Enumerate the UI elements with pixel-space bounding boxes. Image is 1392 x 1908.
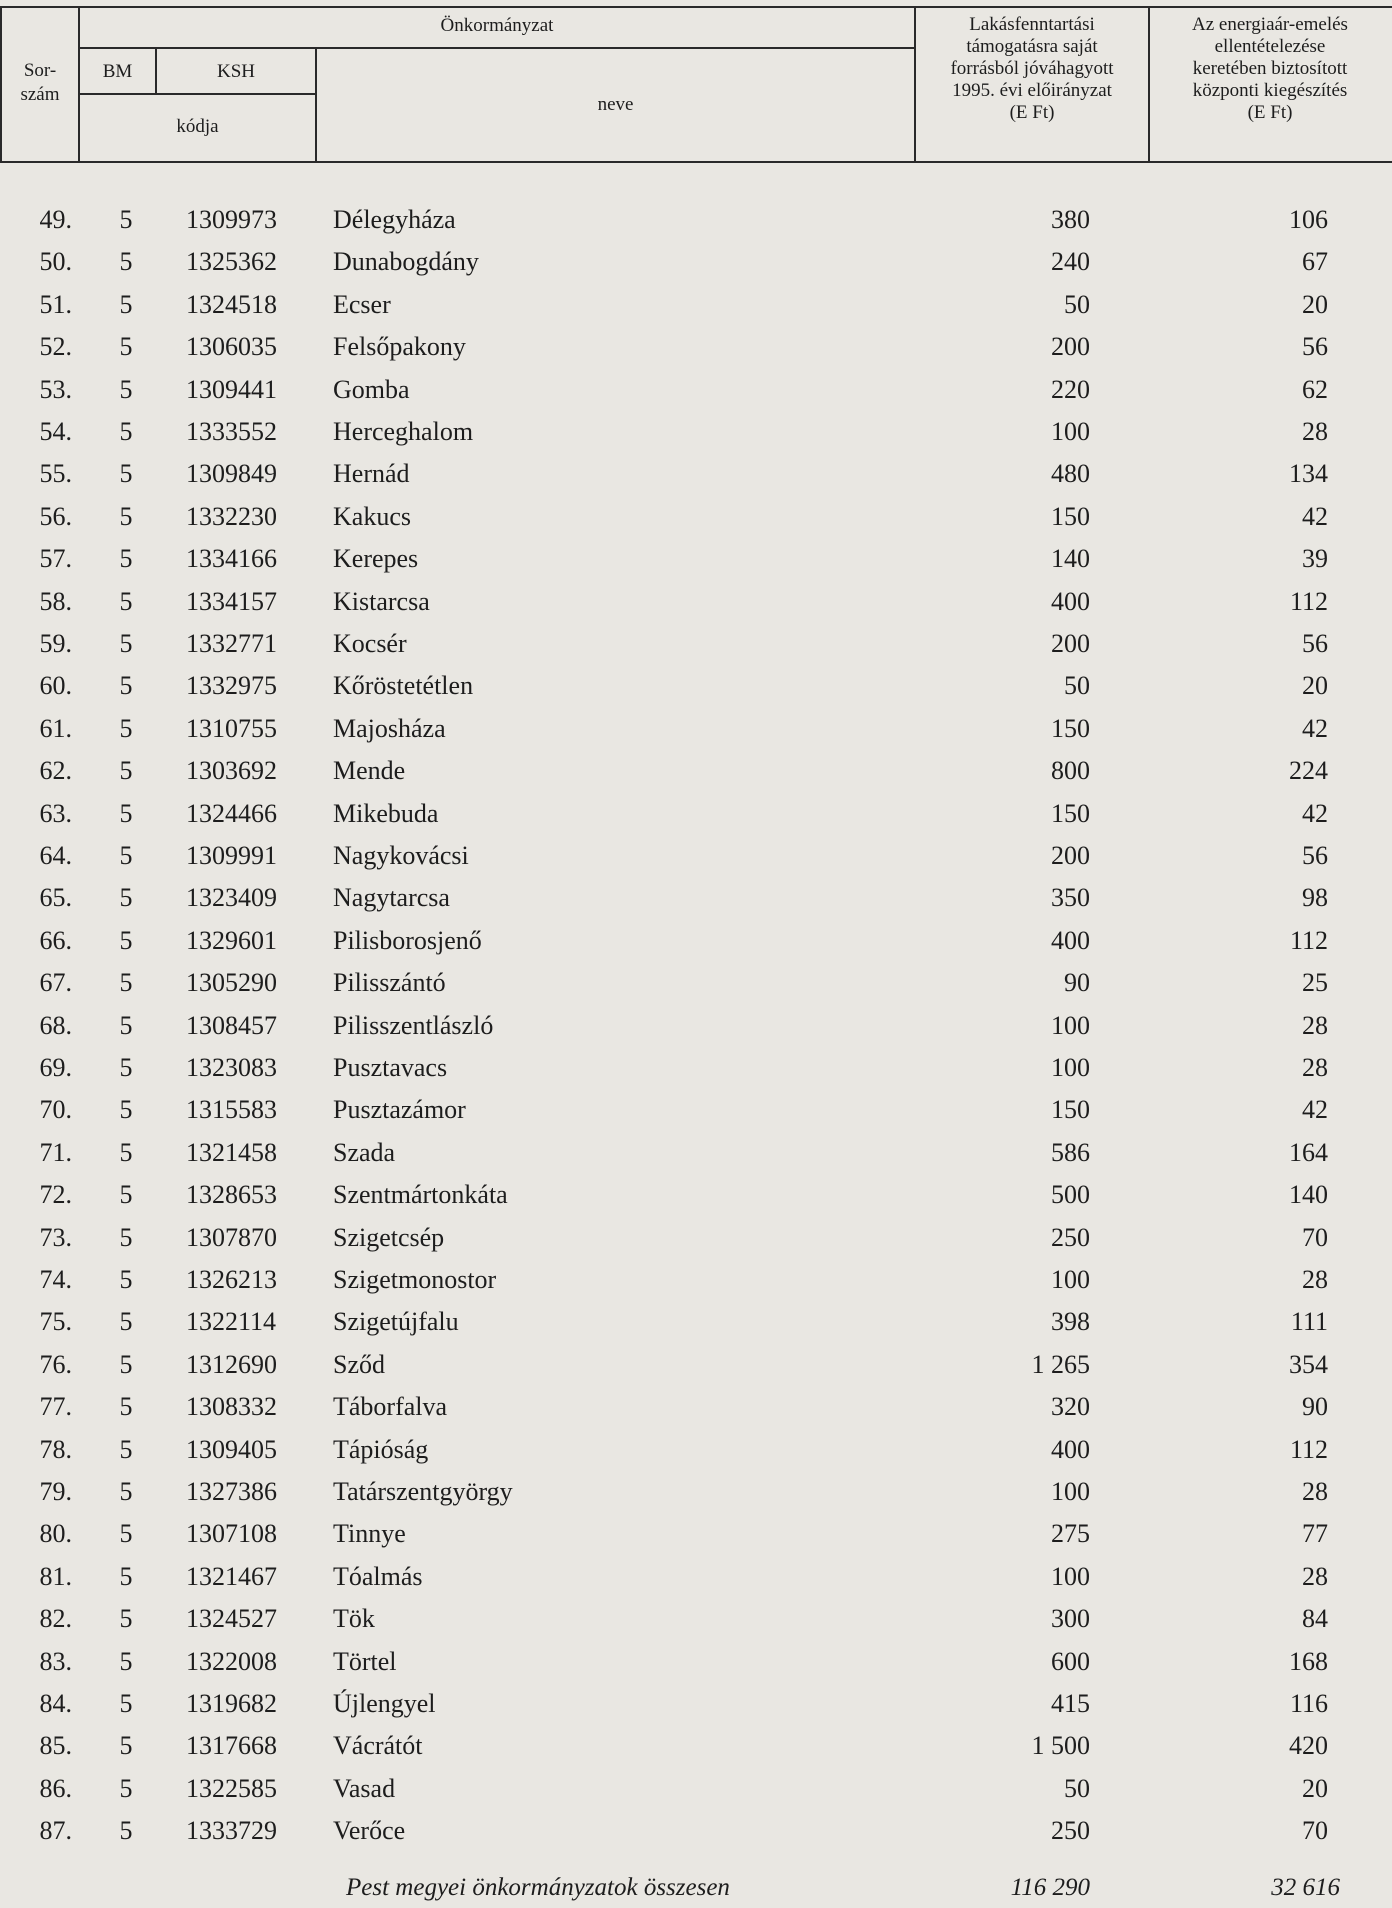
row-lakasfenntartasi-value: 50 [1064,1773,1090,1803]
row-energia-value: 111 [1290,1307,1328,1337]
row-lakasfenntartasi-value: 1 500 [1031,1731,1090,1761]
table-row [0,241,1392,283]
row-sorszam: 74. [39,1265,72,1294]
row-sorszam: 67. [39,968,72,998]
row-ksh-code: 1309973 [186,205,277,234]
row-municipality-name: Dunabogdány [333,247,479,277]
row-ksh-code: 1312690 [186,1349,277,1379]
table-row [0,369,1392,411]
row-lakasfenntartasi-value: 250 [1051,1816,1090,1846]
row-ksh-code: 1325362 [186,247,277,277]
row-bm-code: 5 [119,205,133,234]
table-row [0,1301,1392,1343]
row-energia-value: 28 [1302,1053,1328,1082]
row-energia-value: 56 [1302,332,1328,362]
row-energia-value: 42 [1302,713,1328,743]
row-sorszam: 49. [39,205,72,234]
row-energia-value: 98 [1302,883,1328,913]
header-sorszam-2: szám [20,84,60,105]
table-row [0,750,1392,792]
row-municipality-name: Újlengyel [333,1689,436,1718]
row-lakasfenntartasi-value: 320 [1051,1392,1090,1422]
row-municipality-name: Pusztavacs [333,1053,448,1082]
row-lakasfenntartasi-value: 350 [1051,883,1090,913]
row-bm-code: 5 [119,1307,133,1337]
row-ksh-code: 1322114 [186,1307,277,1337]
row-energia-value: 70 [1302,1816,1328,1846]
row-bm-code: 5 [119,883,133,913]
row-municipality-name: Mikebuda [333,798,439,828]
row-ksh-code: 1309991 [186,841,277,870]
header-lakas-3: forrásból jóváhagyott [950,58,1114,79]
total-label: Pest megyei önkormányzatok összesen [346,1874,730,1901]
row-energia-value: 106 [1289,205,1328,234]
row-lakasfenntartasi-value: 100 [1051,1053,1090,1082]
row-lakasfenntartasi-value: 1 265 [1031,1349,1090,1379]
row-energia-value: 134 [1289,459,1328,489]
table-row [0,1259,1392,1301]
row-municipality-name: Ecser [333,289,391,319]
table-row [0,1556,1392,1598]
row-bm-code: 5 [119,713,133,743]
row-ksh-code: 1324518 [186,289,277,319]
row-energia-value: 28 [1302,1561,1328,1591]
row-bm-code: 5 [119,1604,133,1634]
row-municipality-name: Pusztazámor [333,1095,466,1125]
row-municipality-name: Tinnye [333,1519,406,1549]
row-municipality-name: Herceghalom [333,417,474,446]
table-row [0,835,1392,877]
row-energia-value: 20 [1302,1773,1328,1803]
row-energia-value: 116 [1289,1689,1328,1718]
row-bm-code: 5 [119,1773,133,1803]
row-ksh-code: 1307108 [186,1519,277,1549]
row-municipality-name: Vasad [333,1773,396,1803]
row-ksh-code: 1309849 [186,459,277,489]
row-ksh-code: 1334157 [186,586,277,616]
row-lakasfenntartasi-value: 240 [1051,247,1090,277]
row-lakasfenntartasi-value: 275 [1051,1519,1090,1549]
row-bm-code: 5 [119,1095,133,1125]
row-lakasfenntartasi-value: 400 [1051,586,1090,616]
row-municipality-name: Délegyháza [333,205,456,234]
row-lakasfenntartasi-value: 150 [1051,798,1090,828]
row-bm-code: 5 [119,332,133,362]
row-lakasfenntartasi-value: 250 [1051,1222,1090,1252]
row-ksh-code: 1324466 [186,798,277,828]
row-lakasfenntartasi-value: 586 [1051,1137,1090,1167]
row-bm-code: 5 [119,289,133,319]
table-row [0,453,1392,495]
row-sorszam: 72. [39,1180,72,1210]
row-municipality-name: Gomba [333,374,410,404]
row-municipality-name: Pilisszántó [333,968,446,998]
table-row [0,708,1392,750]
row-sorszam: 83. [39,1646,72,1676]
header-bottom-border [0,161,1392,163]
row-sorszam: 63. [39,798,72,828]
row-lakasfenntartasi-value: 90 [1064,968,1090,998]
row-sorszam: 84. [39,1689,72,1718]
row-bm-code: 5 [119,459,133,489]
row-ksh-code: 1315583 [186,1095,277,1125]
row-ksh-code: 1327386 [186,1477,277,1506]
row-municipality-name: Vácrátót [333,1731,423,1761]
row-lakasfenntartasi-value: 200 [1051,332,1090,362]
header-energia-4: központi kiegészítés [1192,80,1348,101]
table-row [0,877,1392,919]
row-ksh-code: 1326213 [186,1265,277,1294]
total-row [0,1868,1392,1908]
table-row [0,1641,1392,1683]
row-lakasfenntartasi-value: 150 [1051,501,1090,531]
table-row [0,793,1392,835]
row-bm-code: 5 [119,925,133,955]
table-row [0,1217,1392,1259]
header-energia-3: keretében biztosított [1192,58,1348,79]
row-municipality-name: Tápióság [333,1434,429,1464]
row-energia-value: 67 [1302,247,1328,277]
row-municipality-name: Kerepes [333,544,419,574]
row-municipality-name: Kőröstetétlen [333,671,474,701]
row-energia-value: 42 [1302,501,1328,531]
row-ksh-code: 1333552 [186,417,277,446]
row-energia-value: 168 [1289,1646,1328,1676]
row-lakasfenntartasi-value: 398 [1051,1307,1090,1337]
row-municipality-name: Pilisszentlászló [333,1010,494,1040]
row-sorszam: 54. [39,417,72,446]
row-energia-value: 20 [1302,671,1328,701]
row-bm-code: 5 [119,1053,133,1082]
row-ksh-code: 1310755 [186,713,277,743]
row-sorszam: 58. [39,586,72,616]
table-row [0,1810,1392,1852]
row-energia-value: 42 [1302,1095,1328,1125]
row-bm-code: 5 [119,417,133,446]
table-row [0,496,1392,538]
row-ksh-code: 1322585 [186,1773,277,1803]
table-row [0,1047,1392,1089]
row-bm-code: 5 [119,1646,133,1676]
table-row [0,581,1392,623]
row-energia-value: 112 [1289,925,1328,955]
row-municipality-name: Majosháza [333,713,446,743]
row-ksh-code: 1329601 [186,925,277,955]
header-lakas-4: 1995. évi előirányzat [952,80,1112,101]
row-sorszam: 53. [39,374,72,404]
row-sorszam: 65. [39,883,72,913]
row-sorszam: 56. [39,501,72,531]
row-municipality-name: Kakucs [333,501,411,531]
header-lakas-5: (E Ft) [1009,102,1055,123]
row-energia-value: 164 [1289,1137,1328,1167]
row-ksh-code: 1309441 [186,374,277,404]
row-bm-code: 5 [119,374,133,404]
row-energia-value: 39 [1302,544,1328,574]
row-bm-code: 5 [119,1392,133,1422]
table-header [0,6,1392,163]
table-row [0,1683,1392,1725]
row-municipality-name: Szada [333,1137,396,1167]
row-ksh-code: 1323409 [186,883,277,913]
row-bm-code: 5 [119,1731,133,1761]
row-energia-value: 56 [1302,841,1328,870]
row-municipality-name: Tóalmás [333,1561,423,1591]
row-energia-value: 77 [1302,1519,1328,1549]
header-bm: BM [102,61,133,82]
row-bm-code: 5 [119,544,133,574]
table-row [0,920,1392,962]
header-energia-5: (E Ft) [1247,102,1293,123]
row-energia-value: 28 [1302,417,1328,446]
table-row [0,1132,1392,1174]
row-municipality-name: Kistarcsa [333,586,430,616]
total-energia-value: 32 616 [1271,1874,1340,1901]
row-sorszam: 61. [39,713,72,743]
table-row [0,962,1392,1004]
row-sorszam: 80. [39,1519,72,1549]
row-energia-value: 28 [1302,1477,1328,1506]
row-bm-code: 5 [119,1689,133,1718]
row-lakasfenntartasi-value: 220 [1051,374,1090,404]
row-bm-code: 5 [119,1222,133,1252]
table-row [0,1344,1392,1386]
row-sorszam: 52. [39,332,72,362]
row-energia-value: 20 [1302,289,1328,319]
header-row-sep-2 [78,93,316,95]
row-sorszam: 60. [39,671,72,701]
row-lakasfenntartasi-value: 100 [1051,1561,1090,1591]
row-ksh-code: 1308457 [186,1010,277,1040]
row-ksh-code: 1332230 [186,501,277,531]
table-row [0,1598,1392,1640]
row-ksh-code: 1307870 [186,1222,277,1252]
table-row [0,1005,1392,1047]
row-sorszam: 82. [39,1604,72,1634]
header-sorszam-1: Sor- [23,60,57,81]
row-sorszam: 64. [39,841,72,870]
table-row [0,1429,1392,1471]
row-lakasfenntartasi-value: 800 [1051,756,1090,786]
row-municipality-name: Nagytarcsa [333,883,450,913]
row-bm-code: 5 [119,586,133,616]
row-sorszam: 62. [39,756,72,786]
table-row [0,284,1392,326]
row-ksh-code: 1333729 [186,1816,277,1846]
row-sorszam: 81. [39,1561,72,1591]
row-sorszam: 75. [39,1307,72,1337]
row-sorszam: 70. [39,1095,72,1125]
row-bm-code: 5 [119,1561,133,1591]
row-lakasfenntartasi-value: 50 [1064,671,1090,701]
row-lakasfenntartasi-value: 100 [1051,1477,1090,1506]
row-municipality-name: Szigetmonostor [333,1265,497,1294]
row-energia-value: 420 [1289,1731,1328,1761]
row-ksh-code: 1324527 [186,1604,277,1634]
header-onkormanyzat: Önkormányzat [440,15,554,36]
row-municipality-name: Tök [333,1604,375,1634]
row-sorszam: 77. [39,1392,72,1422]
table-row [0,665,1392,707]
row-lakasfenntartasi-value: 150 [1051,1095,1090,1125]
row-energia-value: 224 [1289,756,1328,786]
row-lakasfenntartasi-value: 50 [1064,289,1090,319]
row-sorszam: 73. [39,1222,72,1252]
row-ksh-code: 1332771 [186,629,277,658]
row-energia-value: 62 [1302,374,1328,404]
row-energia-value: 28 [1302,1010,1328,1040]
row-municipality-name: Verőce [333,1816,406,1846]
table-row [0,326,1392,368]
row-bm-code: 5 [119,247,133,277]
row-bm-code: 5 [119,968,133,998]
table-row [0,1386,1392,1428]
row-sorszam: 50. [39,247,72,277]
row-municipality-name: Sződ [333,1349,385,1379]
row-bm-code: 5 [119,1477,133,1506]
row-ksh-code: 1317668 [186,1731,277,1761]
row-ksh-code: 1334166 [186,544,277,574]
row-lakasfenntartasi-value: 200 [1051,841,1090,870]
table-row [0,199,1392,241]
row-energia-value: 112 [1289,586,1328,616]
row-sorszam: 69. [39,1053,72,1082]
table-row [0,411,1392,453]
row-ksh-code: 1321458 [186,1137,277,1167]
row-bm-code: 5 [119,671,133,701]
header-lakas-1: Lakásfenntartási [969,14,1095,35]
row-bm-code: 5 [119,1180,133,1210]
row-energia-value: 84 [1302,1604,1328,1634]
row-bm-code: 5 [119,1434,133,1464]
header-top-border [0,6,1392,8]
row-municipality-name: Hernád [333,459,410,489]
row-sorszam: 57. [39,544,72,574]
row-ksh-code: 1303692 [186,756,277,786]
header-row-sep-1 [78,47,916,49]
row-sorszam: 85. [39,1731,72,1761]
table-row [0,623,1392,665]
row-ksh-code: 1305290 [186,968,277,998]
row-ksh-code: 1321467 [186,1561,277,1591]
row-ksh-code: 1328653 [186,1180,277,1210]
row-lakasfenntartasi-value: 480 [1051,459,1090,489]
row-ksh-code: 1309405 [186,1434,277,1464]
row-municipality-name: Felsőpakony [333,332,466,362]
row-bm-code: 5 [119,1010,133,1040]
row-sorszam: 78. [39,1434,72,1464]
row-lakasfenntartasi-value: 600 [1051,1646,1090,1676]
table-row [0,1471,1392,1513]
row-bm-code: 5 [119,1519,133,1549]
row-municipality-name: Táborfalva [333,1392,448,1422]
row-lakasfenntartasi-value: 415 [1051,1689,1090,1718]
row-municipality-name: Nagykovácsi [333,841,469,870]
row-lakasfenntartasi-value: 140 [1051,544,1090,574]
row-bm-code: 5 [119,629,133,658]
row-municipality-name: Szentmártonkáta [333,1180,508,1210]
row-energia-value: 354 [1289,1349,1328,1379]
row-ksh-code: 1306035 [186,332,277,362]
row-lakasfenntartasi-value: 100 [1051,1010,1090,1040]
row-lakasfenntartasi-value: 200 [1051,629,1090,658]
row-energia-value: 90 [1302,1392,1328,1422]
header-energia-1: Az energiaár-emelés [1192,14,1348,35]
row-lakasfenntartasi-value: 380 [1051,205,1090,234]
row-lakasfenntartasi-value: 500 [1051,1180,1090,1210]
row-energia-value: 140 [1289,1180,1328,1210]
row-municipality-name: Szigetcsép [333,1222,445,1252]
header-kodja: kódja [176,116,219,137]
row-energia-value: 42 [1302,798,1328,828]
row-energia-value: 25 [1302,968,1328,998]
table-row [0,1089,1392,1131]
row-ksh-code: 1332975 [186,671,277,701]
row-energia-value: 56 [1302,629,1328,658]
row-ksh-code: 1322008 [186,1646,277,1676]
row-energia-value: 112 [1289,1434,1328,1464]
table-row [0,1513,1392,1555]
row-municipality-name: Törtel [333,1646,397,1676]
row-sorszam: 71. [39,1137,72,1167]
row-sorszam: 76. [39,1349,72,1379]
row-sorszam: 86. [39,1773,72,1803]
row-sorszam: 59. [39,629,72,658]
row-ksh-code: 1323083 [186,1053,277,1082]
row-sorszam: 51. [39,289,72,319]
row-lakasfenntartasi-value: 150 [1051,713,1090,743]
row-lakasfenntartasi-value: 300 [1051,1604,1090,1634]
row-municipality-name: Kocsér [333,629,407,658]
row-bm-code: 5 [119,756,133,786]
row-sorszam: 66. [39,925,72,955]
header-ksh: KSH [216,61,255,82]
total-lakas-value: 116 290 [1010,1874,1090,1901]
row-energia-value: 70 [1302,1222,1328,1252]
table-row [0,538,1392,580]
row-municipality-name: Szigetújfalu [333,1307,459,1337]
row-bm-code: 5 [119,1137,133,1167]
row-sorszam: 79. [39,1477,72,1506]
row-sorszam: 87. [39,1816,72,1846]
row-bm-code: 5 [119,798,133,828]
header-neve: neve [597,94,634,115]
row-lakasfenntartasi-value: 400 [1051,925,1090,955]
row-bm-code: 5 [119,1816,133,1846]
table-row [0,1768,1392,1810]
header-energia-2: ellentételezése [1214,36,1326,57]
row-bm-code: 5 [119,841,133,870]
row-ksh-code: 1319682 [186,1689,277,1718]
table-row [0,1174,1392,1216]
row-lakasfenntartasi-value: 100 [1051,417,1090,446]
row-municipality-name: Pilisborosjenő [333,925,482,955]
row-municipality-name: Tatárszentgyörgy [333,1477,513,1506]
row-sorszam: 68. [39,1010,72,1040]
row-ksh-code: 1308332 [186,1392,277,1422]
row-lakasfenntartasi-value: 100 [1051,1265,1090,1294]
row-bm-code: 5 [119,501,133,531]
row-sorszam: 55. [39,459,72,489]
row-municipality-name: Mende [333,756,406,786]
table-row [0,1725,1392,1767]
row-bm-code: 5 [119,1349,133,1379]
header-lakas-2: támogatásra saját [966,36,1098,57]
row-energia-value: 28 [1302,1265,1328,1294]
row-bm-code: 5 [119,1265,133,1294]
row-lakasfenntartasi-value: 400 [1051,1434,1090,1464]
